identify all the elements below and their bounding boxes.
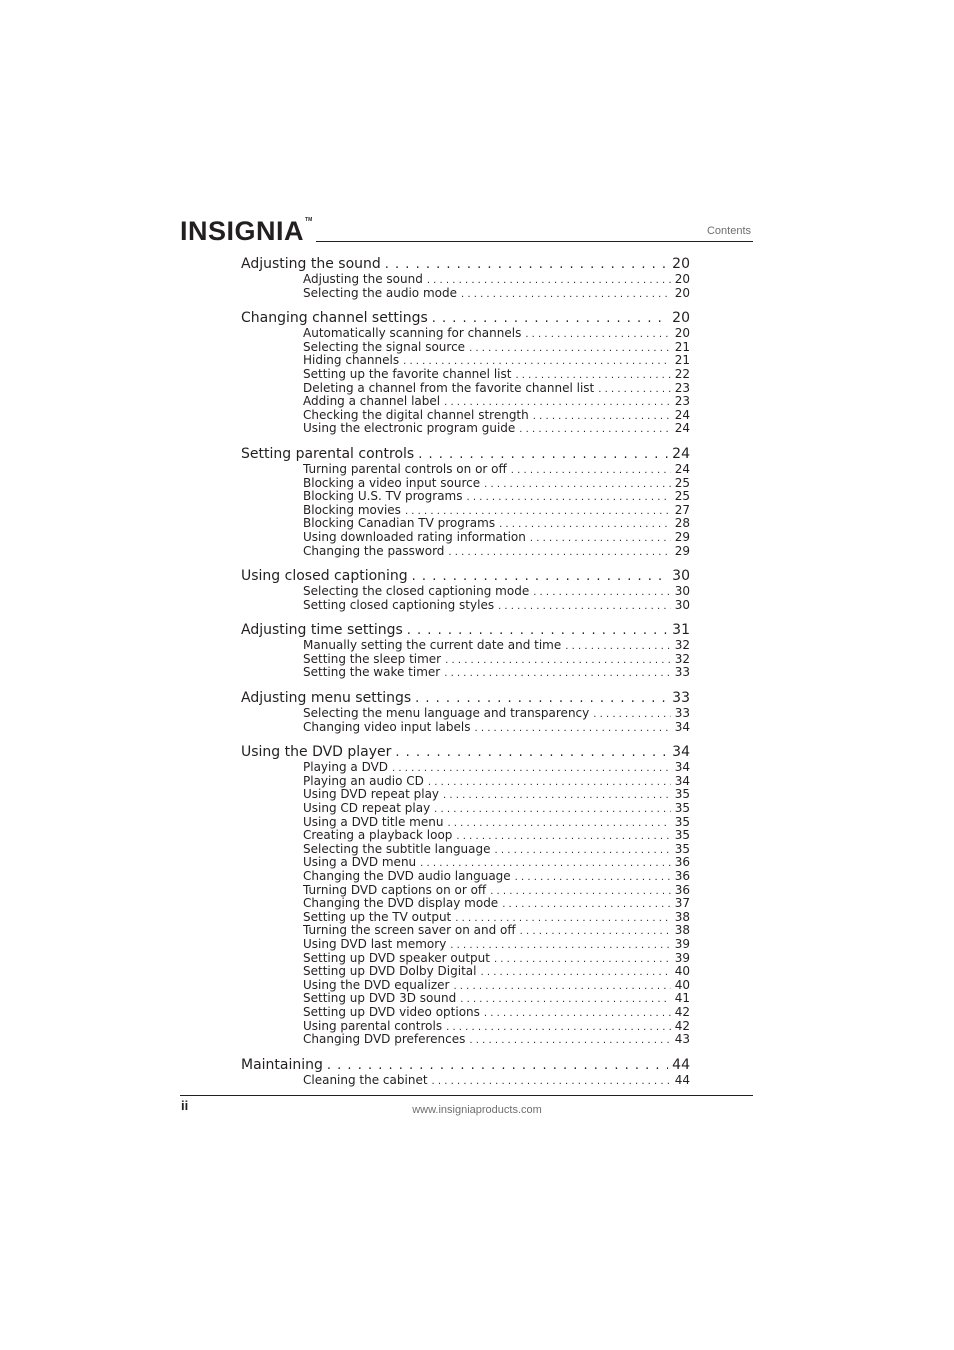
entry-title: Setting the wake timer bbox=[303, 665, 441, 680]
dot-leader bbox=[327, 1057, 668, 1074]
dot-leader bbox=[385, 256, 668, 273]
entry-page-number: 36 bbox=[674, 855, 690, 870]
toc-subentry[interactable] bbox=[241, 341, 690, 355]
entry-title: Using closed captioning bbox=[241, 568, 408, 585]
toc-section-entry[interactable] bbox=[241, 256, 690, 273]
entry-page-number: 43 bbox=[674, 1032, 690, 1047]
entry-title: Selecting the menu language and transparency bbox=[303, 706, 590, 721]
entry-title: Setting closed captioning styles bbox=[303, 597, 495, 612]
entry-page-number: 33 bbox=[674, 706, 690, 721]
entry-page-number: 27 bbox=[674, 502, 690, 517]
entry-page-number: 29 bbox=[674, 543, 690, 558]
toc-subentry[interactable] bbox=[241, 517, 690, 531]
dot-leader bbox=[490, 885, 671, 899]
entry-page-number: 20 bbox=[672, 256, 690, 272]
running-header: Contents bbox=[706, 225, 751, 237]
toc-subentry[interactable] bbox=[241, 422, 690, 436]
toc-subentry[interactable] bbox=[241, 1074, 690, 1088]
toc-section-entry[interactable] bbox=[241, 568, 690, 585]
entry-page-number: 35 bbox=[674, 828, 690, 843]
dot-leader bbox=[432, 310, 668, 327]
dot-leader bbox=[565, 640, 670, 654]
entry-page-number: 23 bbox=[674, 394, 690, 409]
toc-subentry[interactable] bbox=[241, 761, 690, 775]
entry-page-number: 24 bbox=[674, 421, 690, 436]
entry-page-number: 21 bbox=[674, 353, 690, 368]
entry-page-number: 39 bbox=[674, 950, 690, 965]
toc-subentry[interactable] bbox=[241, 409, 690, 423]
entry-title: Deleting a channel from the favorite channel list bbox=[303, 380, 595, 395]
entry-page-number: 22 bbox=[674, 366, 690, 381]
entry-page-number: 34 bbox=[672, 744, 690, 761]
entry-title: Using DVD repeat play bbox=[303, 787, 440, 802]
entry-page-number: 42 bbox=[674, 1018, 690, 1033]
toc-subentry[interactable] bbox=[241, 639, 690, 653]
entry-page-number: 29 bbox=[674, 529, 690, 544]
toc-subentry[interactable] bbox=[241, 979, 690, 993]
toc-section bbox=[241, 690, 690, 734]
entry-title: Playing an audio CD bbox=[303, 773, 424, 788]
dot-leader bbox=[533, 586, 671, 600]
entry-page-number: 34 bbox=[674, 719, 690, 734]
entry-title: Setting up DVD speaker output bbox=[303, 950, 490, 965]
entry-page-number: 30 bbox=[674, 597, 690, 612]
dot-leader bbox=[412, 568, 669, 585]
entry-page-number: 40 bbox=[674, 964, 690, 979]
entry-page-number: 20 bbox=[672, 310, 690, 327]
entry-page-number: 20 bbox=[674, 285, 690, 300]
entry-page-number: 39 bbox=[674, 936, 690, 951]
dot-leader bbox=[445, 654, 671, 668]
entry-title: Using the electronic program guide bbox=[303, 421, 516, 436]
dot-leader bbox=[469, 342, 671, 356]
entry-page-number: 38 bbox=[674, 909, 690, 924]
toc-subentry[interactable] bbox=[241, 477, 690, 491]
entry-title: Playing a DVD bbox=[303, 760, 389, 775]
dot-leader bbox=[502, 898, 671, 912]
entry-title: Turning DVD captions on or off bbox=[303, 882, 487, 897]
entry-title: Adjusting menu settings bbox=[241, 690, 412, 707]
toc-section bbox=[241, 622, 690, 680]
entry-title: Changing the password bbox=[303, 543, 445, 558]
entry-title: Hiding channels bbox=[303, 353, 400, 368]
dot-leader bbox=[520, 925, 671, 939]
entry-page-number: 32 bbox=[674, 638, 690, 653]
toc-subentry[interactable] bbox=[241, 354, 690, 368]
entry-page-number: 44 bbox=[672, 1056, 690, 1073]
entry-title: Using parental controls bbox=[303, 1018, 443, 1033]
entry-title: Setting parental controls bbox=[241, 445, 415, 462]
toc-subentry[interactable] bbox=[241, 504, 690, 518]
entry-title: Manually setting the current date and time bbox=[303, 638, 562, 653]
entry-page-number: 32 bbox=[674, 651, 690, 666]
dot-leader bbox=[515, 871, 671, 885]
entry-title: Turning parental controls on or off bbox=[303, 461, 507, 476]
entry-page-number: 35 bbox=[674, 841, 690, 856]
dot-leader bbox=[484, 1007, 671, 1021]
entry-page-number: 31 bbox=[672, 622, 690, 639]
entry-title: Using the DVD player bbox=[241, 744, 392, 761]
entry-title: Using CD repeat play bbox=[303, 801, 431, 816]
entry-page-number: 37 bbox=[674, 896, 690, 911]
entry-page-number: 25 bbox=[674, 489, 690, 504]
entry-page-number: 34 bbox=[674, 773, 690, 788]
dot-leader bbox=[469, 1034, 670, 1048]
toc-subentry[interactable] bbox=[241, 599, 690, 613]
entry-title: Cleaning the cabinet bbox=[303, 1072, 428, 1087]
entry-title: Selecting the audio mode bbox=[303, 285, 457, 300]
dot-leader bbox=[467, 491, 671, 505]
page-number: ii bbox=[181, 1098, 189, 1113]
dot-leader bbox=[498, 600, 671, 614]
entry-title: Selecting the signal source bbox=[303, 339, 466, 354]
entry-title: Adjusting time settings bbox=[241, 622, 403, 639]
toc-subentry[interactable] bbox=[241, 395, 690, 409]
dot-leader bbox=[443, 789, 671, 803]
entry-title: Setting up the favorite channel list bbox=[303, 366, 512, 381]
toc-subentry[interactable] bbox=[241, 856, 690, 870]
brand-logo bbox=[180, 218, 312, 245]
entry-page-number: 38 bbox=[674, 923, 690, 938]
dot-leader bbox=[444, 667, 670, 681]
dot-leader bbox=[593, 708, 670, 722]
dot-leader bbox=[494, 953, 671, 967]
entry-page-number: 25 bbox=[674, 475, 690, 490]
trademark-mark: TM bbox=[305, 217, 313, 223]
entry-title: Blocking Canadian TV programs bbox=[303, 516, 496, 531]
dot-leader bbox=[427, 274, 671, 288]
dot-leader bbox=[530, 532, 671, 546]
entry-page-number: 28 bbox=[674, 516, 690, 531]
dot-leader bbox=[525, 328, 670, 342]
entry-title: Changing video input labels bbox=[303, 719, 471, 734]
dot-leader bbox=[432, 1075, 671, 1089]
toc-subentry[interactable] bbox=[241, 816, 690, 830]
toc-subentry[interactable] bbox=[241, 952, 690, 966]
entry-title: Checking the digital channel strength bbox=[303, 407, 529, 422]
entry-title: Automatically scanning for channels bbox=[303, 326, 522, 341]
entry-title: Using DVD last memory bbox=[303, 936, 447, 951]
toc-section-entry[interactable] bbox=[241, 1057, 690, 1074]
toc-subentry[interactable] bbox=[241, 965, 690, 979]
toc-subentry[interactable] bbox=[241, 666, 690, 680]
toc-subentry[interactable] bbox=[241, 992, 690, 1006]
toc-subentry[interactable] bbox=[241, 531, 690, 545]
toc-subentry[interactable] bbox=[241, 721, 690, 735]
dot-leader bbox=[519, 423, 670, 437]
entry-title: Setting up DVD video options bbox=[303, 1004, 480, 1019]
entry-title: Using a DVD menu bbox=[303, 855, 417, 870]
toc-section-entry[interactable] bbox=[241, 622, 690, 639]
entry-page-number: 40 bbox=[674, 977, 690, 992]
entry-page-number: 24 bbox=[672, 445, 690, 462]
entry-page-number: 23 bbox=[674, 380, 690, 395]
dot-leader bbox=[428, 776, 671, 790]
entry-page-number: 44 bbox=[674, 1072, 690, 1087]
entry-title: Adjusting the sound bbox=[241, 256, 381, 272]
entry-page-number: 35 bbox=[674, 801, 690, 816]
dot-leader bbox=[446, 1021, 671, 1035]
toc-subentry[interactable] bbox=[241, 287, 690, 301]
toc-subentry[interactable] bbox=[241, 788, 690, 802]
dot-leader bbox=[407, 622, 668, 639]
toc-subentry[interactable] bbox=[241, 273, 690, 287]
entry-page-number: 35 bbox=[674, 787, 690, 802]
toc-subentry[interactable] bbox=[241, 870, 690, 884]
entry-title: Turning the screen saver on and off bbox=[303, 923, 516, 938]
dot-leader bbox=[480, 966, 670, 980]
dot-leader bbox=[395, 744, 668, 761]
toc-section bbox=[241, 310, 690, 436]
table-of-contents bbox=[241, 256, 690, 1097]
entry-page-number: 33 bbox=[674, 665, 690, 680]
toc-section bbox=[241, 256, 690, 300]
entry-title: Setting up DVD Dolby Digital bbox=[303, 964, 477, 979]
footer-url: www.insigniaproducts.com bbox=[412, 1104, 542, 1116]
entry-page-number: 20 bbox=[674, 326, 690, 341]
entry-title: Adding a channel label bbox=[303, 394, 441, 409]
entry-title: Using a DVD title menu bbox=[303, 814, 444, 829]
toc-subentry[interactable] bbox=[241, 1020, 690, 1034]
header-rule bbox=[316, 241, 753, 242]
toc-subentry[interactable] bbox=[241, 707, 690, 721]
entry-title: Selecting the closed captioning mode bbox=[303, 584, 530, 599]
toc-subentry[interactable] bbox=[241, 653, 690, 667]
toc-subentry[interactable] bbox=[241, 938, 690, 952]
brand-logo-text: INSIGNIA bbox=[180, 216, 305, 246]
toc-section bbox=[241, 744, 690, 1046]
entry-page-number: 30 bbox=[674, 584, 690, 599]
toc-subentry[interactable] bbox=[241, 585, 690, 599]
dot-leader bbox=[495, 844, 671, 858]
entry-title: Using the DVD equalizer bbox=[303, 977, 450, 992]
toc-section-entry[interactable] bbox=[241, 446, 690, 463]
entry-title: Blocking a video input source bbox=[303, 475, 481, 490]
entry-page-number: 34 bbox=[674, 760, 690, 775]
entry-page-number: 36 bbox=[674, 869, 690, 883]
toc-subentry[interactable] bbox=[241, 490, 690, 504]
dot-leader bbox=[392, 762, 671, 776]
toc-section-entry[interactable] bbox=[241, 690, 690, 707]
toc-subentry[interactable] bbox=[241, 924, 690, 938]
toc-subentry[interactable] bbox=[241, 897, 690, 911]
toc-subentry[interactable] bbox=[241, 327, 690, 341]
entry-title: Changing the DVD display mode bbox=[303, 896, 499, 911]
entry-title: Using downloaded rating information bbox=[303, 529, 526, 544]
dot-leader bbox=[474, 722, 670, 736]
entry-page-number: 21 bbox=[674, 339, 690, 354]
dot-leader bbox=[533, 410, 671, 424]
entry-page-number: 20 bbox=[674, 272, 690, 286]
dot-leader bbox=[453, 980, 670, 994]
entry-title: Changing the DVD audio language bbox=[303, 869, 511, 883]
toc-subentry[interactable] bbox=[241, 775, 690, 789]
entry-title: Setting up DVD 3D sound bbox=[303, 991, 457, 1006]
toc-subentry[interactable] bbox=[241, 802, 690, 816]
entry-title: Setting the sleep timer bbox=[303, 651, 442, 666]
toc-subentry[interactable] bbox=[241, 884, 690, 898]
entry-title: Blocking movies bbox=[303, 502, 401, 517]
dot-leader bbox=[460, 993, 670, 1007]
toc-section bbox=[241, 446, 690, 558]
toc-subentry[interactable] bbox=[241, 843, 690, 857]
dot-leader bbox=[448, 546, 670, 560]
toc-subentry[interactable] bbox=[241, 368, 690, 382]
toc-subentry[interactable] bbox=[241, 382, 690, 396]
dot-leader bbox=[511, 464, 671, 478]
toc-subentry[interactable] bbox=[241, 545, 690, 559]
entry-title: Blocking U.S. TV programs bbox=[303, 489, 463, 504]
entry-page-number: 41 bbox=[674, 991, 690, 1006]
toc-subentry[interactable] bbox=[241, 463, 690, 477]
entry-page-number: 24 bbox=[674, 461, 690, 476]
entry-title: Changing DVD preferences bbox=[303, 1032, 466, 1047]
entry-title: Maintaining bbox=[241, 1056, 323, 1073]
toc-section bbox=[241, 1057, 690, 1088]
toc-subentry[interactable] bbox=[241, 829, 690, 843]
entry-page-number: 36 bbox=[674, 882, 690, 897]
entry-page-number: 35 bbox=[674, 814, 690, 829]
dot-leader bbox=[434, 803, 671, 817]
dot-leader bbox=[418, 446, 668, 463]
entry-page-number: 24 bbox=[674, 407, 690, 422]
entry-title: Selecting the subtitle language bbox=[303, 841, 491, 856]
dot-leader bbox=[447, 817, 670, 831]
dot-leader bbox=[598, 383, 670, 397]
entry-page-number: 30 bbox=[672, 568, 690, 585]
entry-title: Creating a playback loop bbox=[303, 828, 453, 843]
toc-section bbox=[241, 568, 690, 612]
toc-subentry[interactable] bbox=[241, 1033, 690, 1047]
toc-subentry[interactable] bbox=[241, 1006, 690, 1020]
entry-page-number: 42 bbox=[674, 1004, 690, 1019]
footer-rule-left bbox=[180, 1095, 250, 1096]
entry-title: Changing channel settings bbox=[241, 310, 428, 327]
entry-title: Setting up the TV output bbox=[303, 909, 452, 924]
entry-page-number: 33 bbox=[672, 690, 690, 707]
toc-section-entry[interactable] bbox=[241, 744, 690, 761]
dot-leader bbox=[415, 690, 668, 707]
entry-title: Adjusting the sound bbox=[303, 272, 423, 286]
toc-subentry[interactable] bbox=[241, 911, 690, 925]
footer-rule bbox=[250, 1095, 753, 1096]
toc-section-entry[interactable] bbox=[241, 310, 690, 327]
dot-leader bbox=[484, 478, 671, 492]
dot-leader bbox=[461, 288, 671, 302]
